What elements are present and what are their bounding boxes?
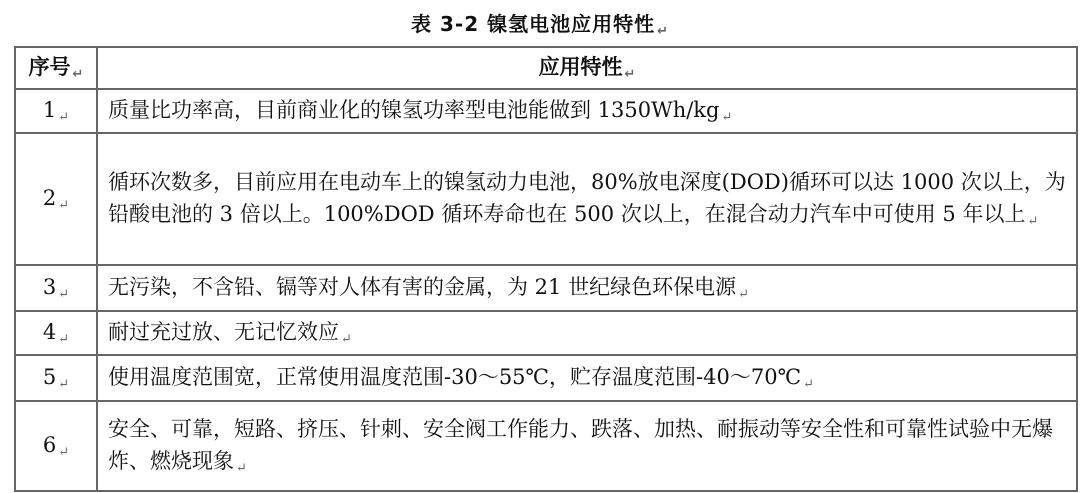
paragraph-mark-icon: ↵ [341, 331, 352, 347]
table-row [15, 401, 1077, 491]
row-text: 耐过充过放、无记忆效应 [108, 319, 339, 344]
row-text: 循环次数多，目前应用在电动车上的镍氢动力电池，80%放电深度(DOD)循环可以达 1000 次以上，为铅酸电池的 3 倍以上。100%DOD 循环寿命也在 500 次以上，在混合动力汽车中可使用 5 年以上 [108, 170, 1066, 226]
characteristics-table [14, 46, 1078, 492]
table-row [15, 355, 1077, 401]
row-text-cell [97, 265, 1077, 311]
row-index: 2 [42, 185, 57, 210]
paragraph-mark-icon: ↵ [58, 376, 70, 392]
paragraph-mark-icon: ↵ [58, 286, 70, 302]
row-text: 质量比功率高，目前商业化的镍氢功率型电池能做到 1350Wh/kg [108, 97, 720, 122]
paragraph-mark-icon: ↵ [58, 444, 70, 460]
row-text-cell [97, 89, 1077, 133]
row-text-cell [97, 401, 1077, 491]
header-feature [97, 47, 1077, 89]
row-text: 无污染，不含铅、镉等对人体有害的金属，为 21 世纪绿色环保电源 [108, 274, 737, 299]
row-text: 安全、可靠，短路、挤压、针刺、安全阀工作能力、跌落、加热、耐振动等安全性和可靠性试验中无爆炸、燃烧现象 [108, 417, 1053, 473]
row-text: 使用温度范围宽，正常使用温度范围-30～55℃，贮存温度范围-40～70℃ [108, 364, 802, 389]
table-caption [0, 8, 1080, 39]
row-text-cell [97, 311, 1077, 355]
paragraph-mark-icon: ↵ [72, 66, 84, 82]
header-index [15, 47, 97, 89]
paragraph-mark-icon: ↵ [236, 460, 247, 476]
row-text-cell [97, 133, 1077, 265]
row-index-cell [15, 133, 97, 265]
table-row [15, 265, 1077, 311]
row-index: 4 [42, 319, 57, 344]
paragraph-mark-icon: ↵ [657, 24, 669, 39]
header-index-label: 序号 [28, 54, 71, 79]
row-index-cell [15, 401, 97, 491]
paragraph-mark-icon: ↵ [58, 331, 70, 347]
row-index: 1 [42, 97, 57, 122]
row-index: 5 [42, 364, 57, 389]
row-index: 6 [42, 432, 57, 457]
paragraph-mark-icon: ↵ [1027, 213, 1039, 229]
paragraph-mark-icon: ↵ [58, 109, 70, 125]
header-feature-label: 应用特性 [538, 54, 623, 79]
paragraph-mark-icon: ↵ [738, 286, 749, 302]
table-header-row [15, 47, 1077, 89]
row-index-cell [15, 311, 97, 355]
row-index: 3 [42, 274, 57, 299]
table-row [15, 133, 1077, 265]
row-text-cell [97, 355, 1077, 401]
paragraph-mark-icon: ↵ [721, 109, 733, 125]
row-index-cell [15, 355, 97, 401]
table-row [15, 311, 1077, 355]
row-index-cell [15, 265, 97, 311]
paragraph-mark-icon: ↵ [58, 197, 70, 213]
paragraph-mark-icon: ↵ [803, 376, 814, 392]
paragraph-mark-icon: ↵ [624, 66, 636, 82]
table-caption-text: 表 3-2 镍氢电池应用特性 [411, 12, 656, 36]
table-row [15, 89, 1077, 133]
row-index-cell [15, 89, 97, 133]
